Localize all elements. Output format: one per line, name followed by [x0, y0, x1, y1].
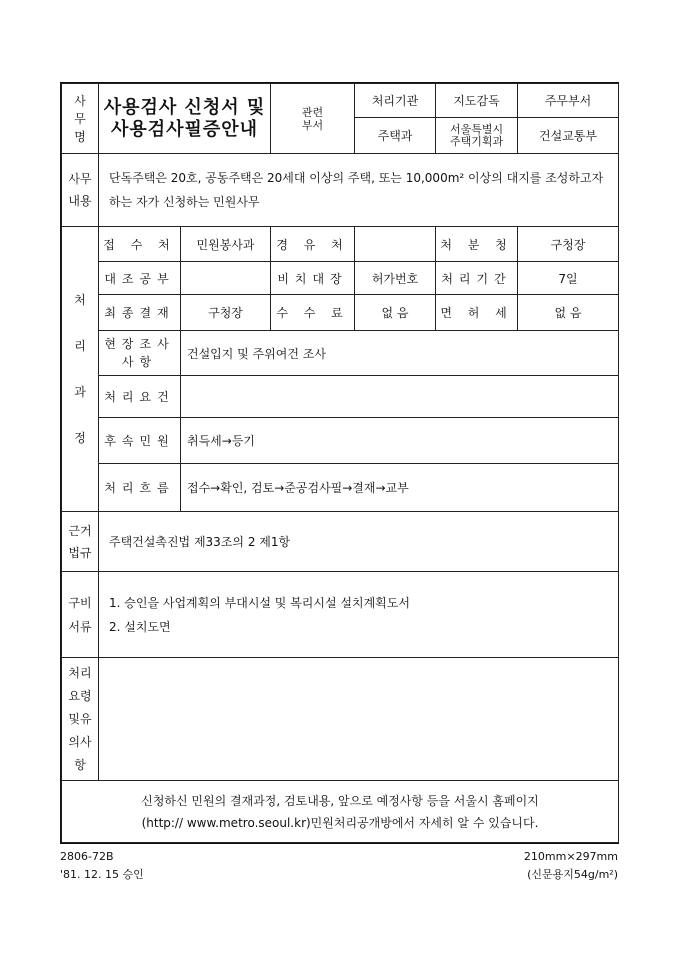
final-approval-value: 구청장	[181, 295, 271, 331]
process-side-cell	[62, 227, 99, 512]
site-survey-value: 건설입지 및 주위여건 조사	[181, 331, 619, 376]
via-value	[355, 227, 436, 262]
header-col-3: 주무부서	[518, 84, 619, 118]
related-dept-label: 관련부서	[301, 105, 324, 132]
process-side-3: 과	[74, 385, 86, 399]
site-survey-label-cell	[99, 331, 181, 376]
docs-list	[99, 572, 619, 658]
process-side-4: 정	[74, 431, 86, 445]
supervision-value	[436, 118, 518, 154]
affairs-label: 사무내용	[68, 172, 92, 208]
follow-up-label: 후속민원	[99, 418, 181, 464]
header-col-2: 지도감독	[436, 84, 518, 118]
paper-type: (신문용지54g/m²)	[527, 868, 618, 881]
ledger-value: 허가번호	[355, 262, 436, 295]
license-tax-value: 없 음	[518, 295, 619, 331]
supervision-text: 서울특별시 주택기획과	[449, 122, 504, 148]
law-text: 주택건설촉진법 제33조의 2 제1항	[99, 512, 619, 572]
process-side-2: 리	[74, 339, 86, 353]
period-value: 7일	[518, 262, 619, 295]
processing-agency-value: 주택과	[355, 118, 436, 154]
footer-line1: 신청하신 민원의 결재과정, 검토내용, 앞으로 예정사항 등을 서울시 홈페이지	[141, 793, 539, 808]
reception-label: 접 수 처	[99, 227, 181, 262]
notes-text	[99, 658, 619, 781]
main-dept-value: 건설교통부	[518, 118, 619, 154]
fee-value: 없 음	[355, 295, 436, 331]
final-approval-label: 최종결재	[99, 295, 181, 331]
requirements-value	[181, 376, 619, 418]
via-label: 경 유 처	[271, 227, 355, 262]
ledger-label: 비치대장	[271, 262, 355, 295]
form-table	[61, 83, 619, 843]
footer-line2: (http:// www.metro.seoul.kr)민원처리공개방에서 자세히 알 수 있습니다.	[141, 815, 539, 830]
docs-item-1: 1. 승인을 사업계획의 부대시설 및 복리시설 설치계획도서	[109, 595, 410, 610]
notes-label-cell	[62, 658, 99, 781]
approval-date: '81. 12. 15 승인	[60, 868, 144, 881]
page-title-line2: 사용검사필증안내	[110, 118, 259, 140]
requirements-label: 처리요건	[99, 376, 181, 418]
reference-value	[181, 262, 271, 295]
paper-size: 210mm×297mm	[523, 850, 618, 863]
license-tax-label: 면 허 세	[436, 295, 518, 331]
title-cell	[99, 84, 271, 154]
process-flow-value: 접수→확인, 검토→준공검사필→결재→교부	[181, 464, 619, 512]
disposition-label: 처 분 청	[436, 227, 518, 262]
process-flow-label: 처리흐름	[99, 464, 181, 512]
docs-item-2: 2. 설치도면	[109, 619, 171, 634]
footer-cell	[62, 781, 619, 843]
affairs-text: 단독주택은 20호, 공동주택은 20세대 이상의 주택, 또는 10,000m² 이상의 대지를 조성하고자 하는 자가 신청하는 민원사무	[99, 154, 619, 227]
related-dept-label-cell	[271, 84, 355, 154]
docs-label: 구비서류	[68, 595, 92, 634]
office-label: 사무명	[74, 93, 86, 144]
process-side-1: 처	[74, 293, 86, 307]
period-label: 처리기간	[436, 262, 518, 295]
page-title-line1: 사용검사 신청서 및	[103, 96, 266, 118]
reference-label: 대조공부	[99, 262, 181, 295]
law-label: 근거법규	[68, 523, 92, 560]
form-number: 2806-72B	[60, 850, 114, 863]
docs-label-cell	[62, 572, 99, 658]
affairs-label-cell	[62, 154, 99, 227]
reception-value: 민원봉사과	[181, 227, 271, 262]
office-label-cell	[62, 84, 99, 154]
law-label-cell	[62, 512, 99, 572]
header-col-1: 처리기관	[355, 84, 436, 118]
notes-label: 처리요령및유의사항	[68, 665, 92, 772]
fee-label: 수 수 료	[271, 295, 355, 331]
follow-up-value: 취득세→등기	[181, 418, 619, 464]
site-survey-label: 현장조사사항	[104, 337, 175, 369]
form-container	[60, 82, 619, 844]
disposition-value: 구청장	[518, 227, 619, 262]
